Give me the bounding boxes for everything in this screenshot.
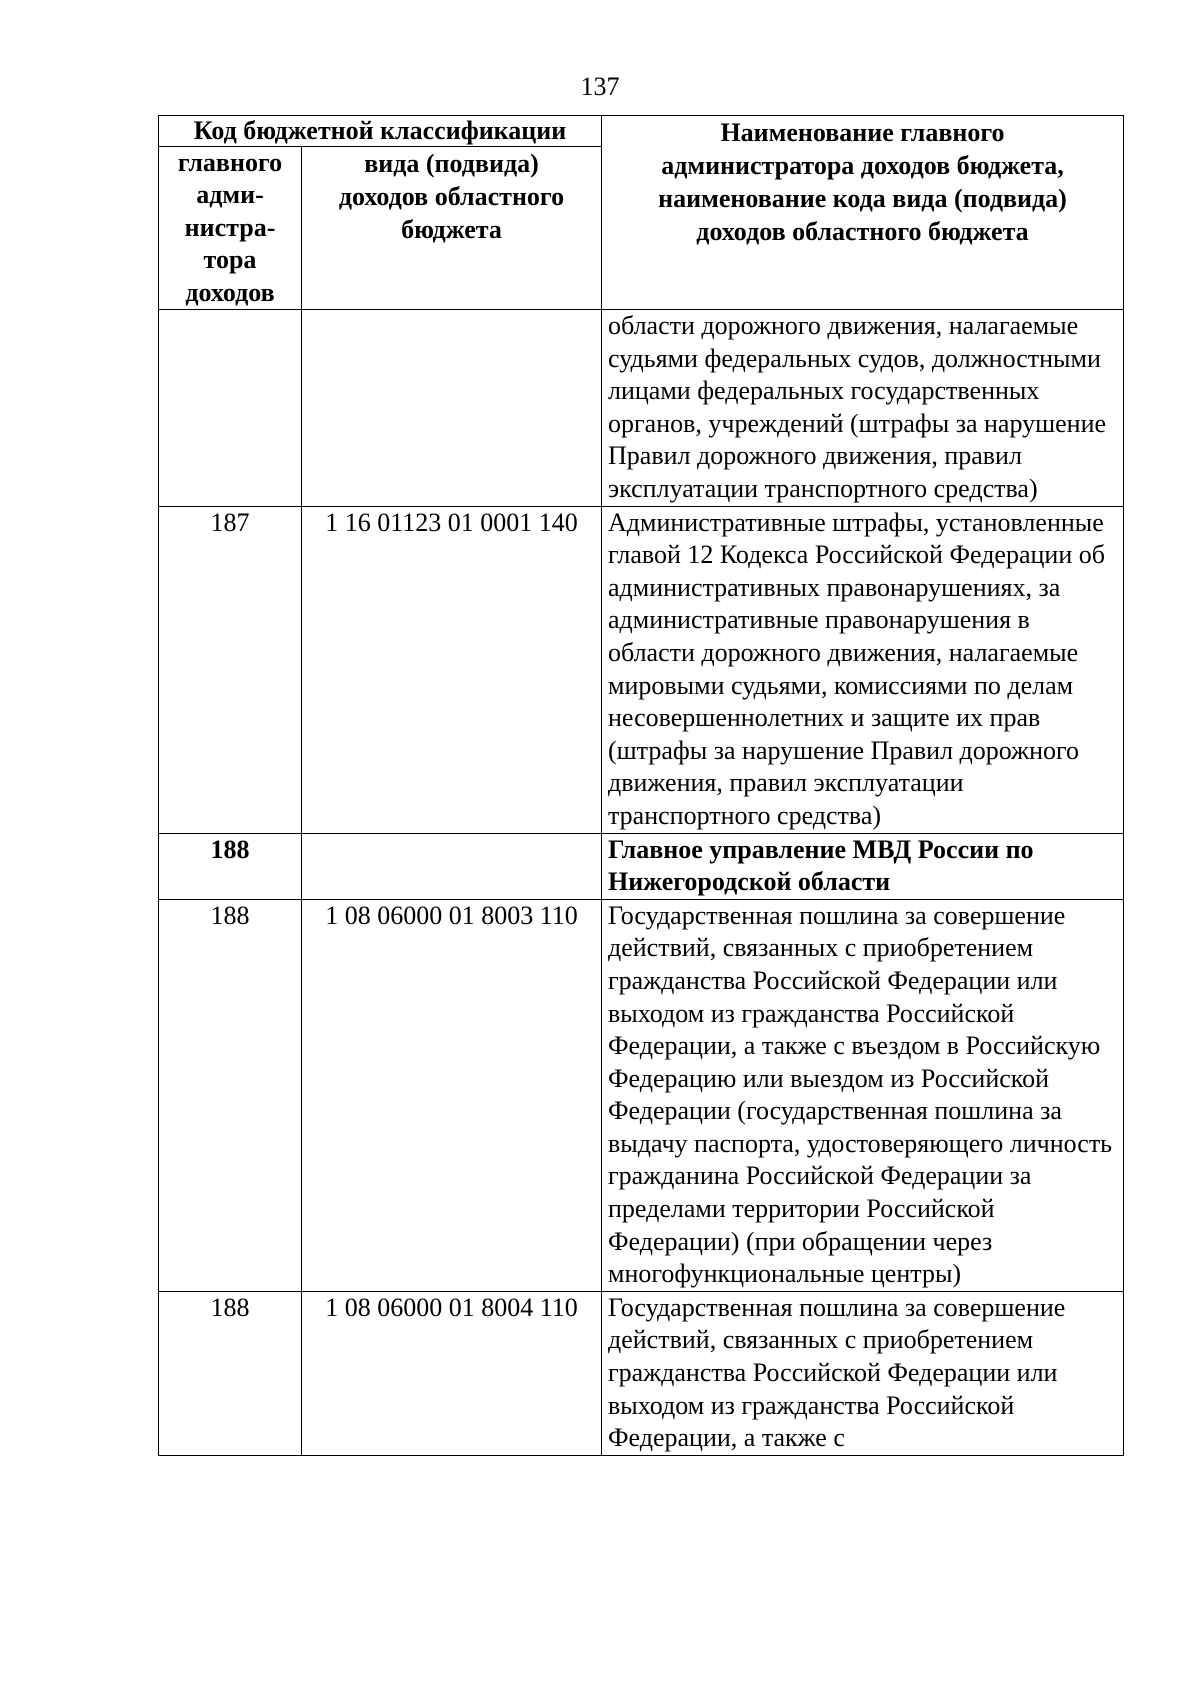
- revenue-classification-table: [158, 115, 1124, 1456]
- header-budget-classification-code: Код бюджетной классификации: [159, 116, 602, 147]
- name-cell: Государственная пошлина за совершение действий, связанных с приобретением гражданства Российской Федерации или выходом из гражданства Российской Федерации, а также с: [602, 1291, 1124, 1455]
- admin-code-cell: 187: [159, 506, 302, 833]
- admin-code-cell: 188: [159, 899, 302, 1291]
- table-header-row-1: [159, 116, 1124, 147]
- kind-code-cell: [302, 310, 602, 507]
- table-row: [159, 1291, 1124, 1455]
- header-kind-code-column: [302, 147, 602, 310]
- header-kind-line: вида (подвида): [364, 149, 539, 178]
- admin-code-cell: 188: [159, 833, 302, 899]
- page-number: 137: [580, 72, 620, 101]
- header-name-line: доходов областного бюджета: [696, 217, 1029, 246]
- kind-code-cell: 1 16 01123 01 0001 140: [302, 506, 602, 833]
- header-admin-line: адми-: [196, 180, 264, 210]
- admin-code-cell: 188: [159, 1291, 302, 1455]
- table-row: [159, 310, 1124, 507]
- table-row-administrator: [159, 833, 1124, 899]
- admin-code-cell: [159, 310, 302, 507]
- table-row: [159, 506, 1124, 833]
- header-admin-code-column: [159, 147, 302, 310]
- name-cell: Главное управление МВД России по Нижегородской области: [602, 833, 1124, 899]
- name-cell: области дорожного движения, налагаемые судьями федеральных судов, должностными лицами федеральных государственных органов, учреждений (штрафы за нарушение Правил дорожного движения, правил эксплуатации транспортного средства): [602, 310, 1124, 507]
- header-admin-line: тора: [203, 245, 257, 275]
- name-cell: Государственная пошлина за совершение действий, связанных с приобретением гражданства Российской Федерации или выходом из гражданства Российской Федерации, а также с въездом в Российскую Федерацию или выездом из Российской Федерации (государственная пошлина за выдачу паспорта, удостоверяющего личность гражданина Российской Федерации за пределами территории Российской Федерации) (при обращении через многофункциональные центры): [602, 899, 1124, 1291]
- kind-code-cell: [302, 833, 602, 899]
- table-row: [159, 899, 1124, 1291]
- header-name-line: наименование кода вида (подвида): [658, 184, 1067, 213]
- header-kind-line: бюджета: [401, 215, 502, 244]
- header-name-line: администратора доходов бюджета,: [661, 151, 1064, 180]
- kind-code-cell: 1 08 06000 01 8004 110: [302, 1291, 602, 1455]
- kind-code-cell: 1 08 06000 01 8003 110: [302, 899, 602, 1291]
- header-name-line: Наименование главного: [720, 118, 1005, 147]
- name-cell: Административные штрафы, установленные главой 12 Кодекса Российской Федерации об административных правонарушениях, за административные правонарушения в области дорожного движения, налагаемые мировыми судьями, комиссиями по делам несовершеннолетних и защите их прав (штрафы за нарушение Правил дорожного движения, правил эксплуатации транспортного средства): [602, 506, 1124, 833]
- header-name-column: [602, 116, 1124, 310]
- header-admin-line: нистра-: [184, 212, 276, 242]
- header-admin-line: доходов: [185, 277, 275, 307]
- header-kind-line: доходов областного: [338, 182, 565, 211]
- header-admin-line: главного: [177, 148, 283, 177]
